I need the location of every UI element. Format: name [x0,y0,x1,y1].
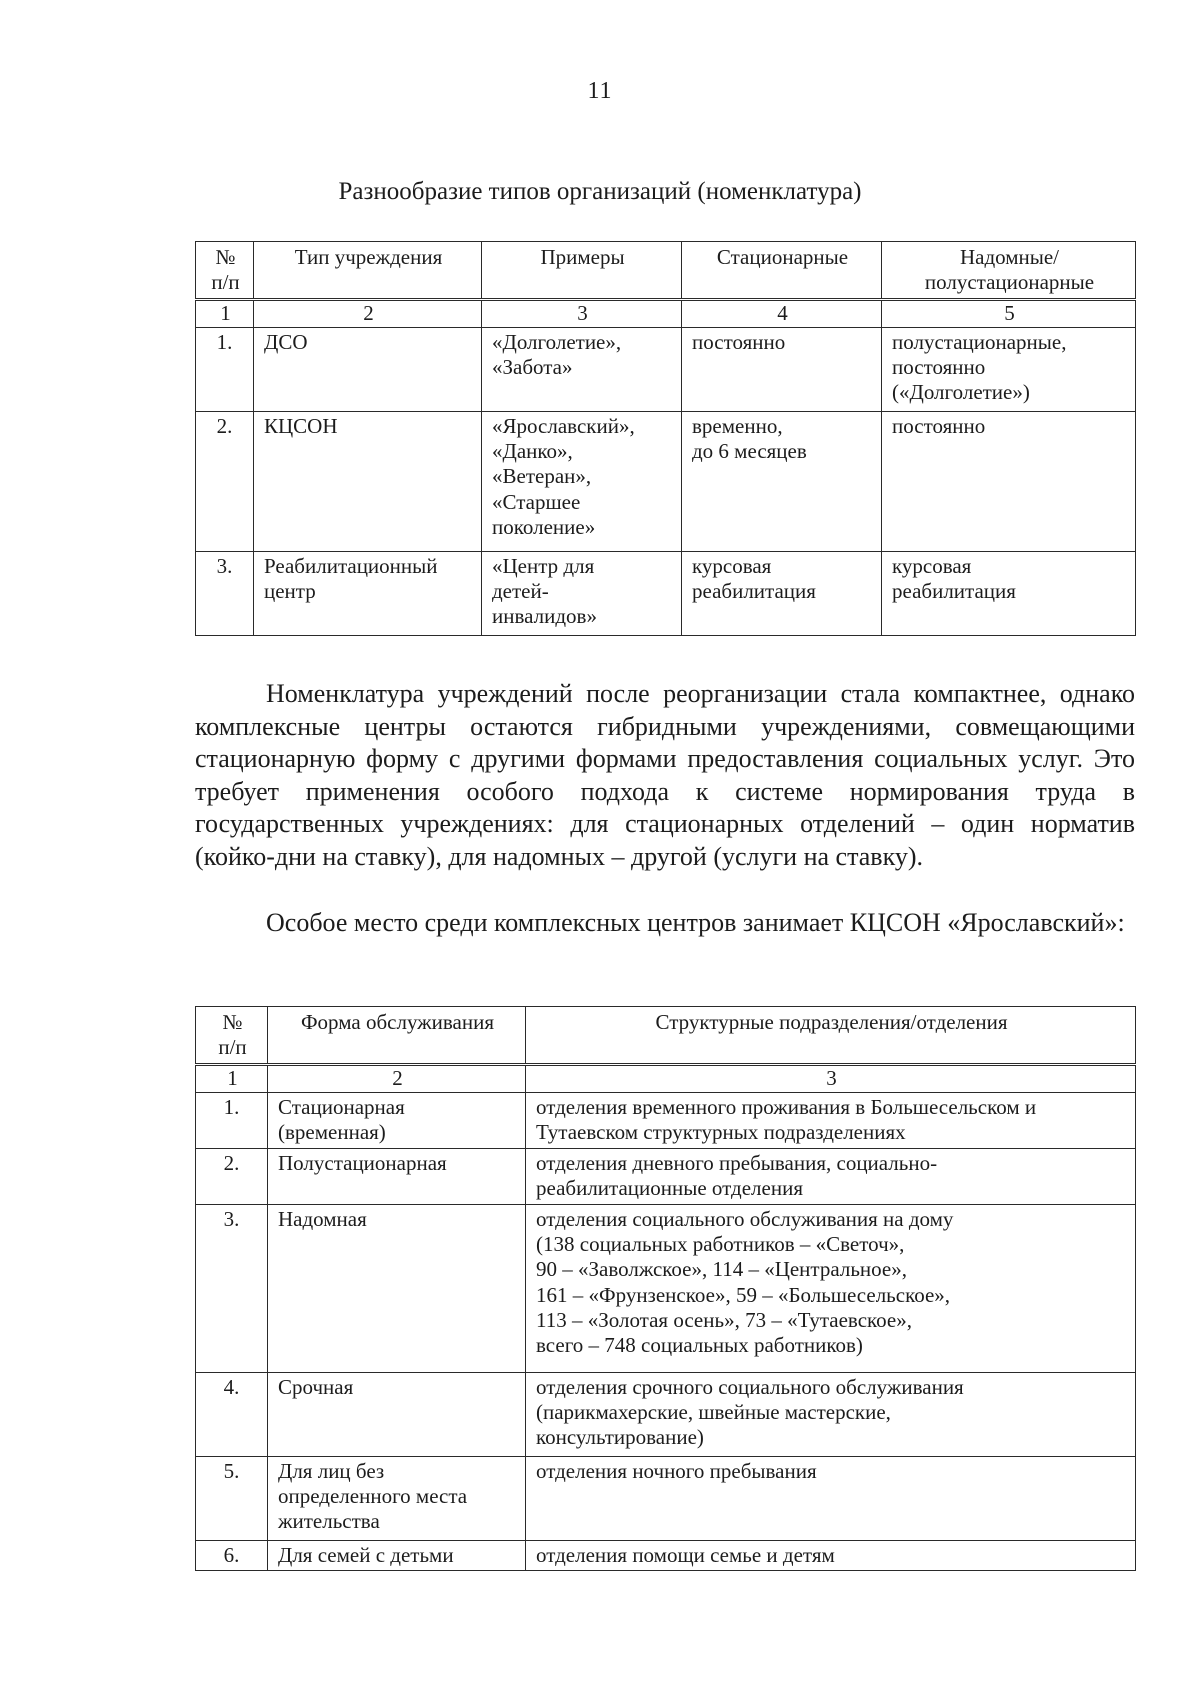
table-header-row [196,1007,1136,1065]
header-cell-stationary: Стационарные [682,242,882,300]
row-number: 6. [196,1541,268,1571]
row-number: 1. [196,1093,268,1149]
header-cell-type: Тип учреждения [254,242,482,300]
service-form: Стационарная (временная) [268,1093,526,1149]
column-number-row [196,1065,1136,1093]
table-row [196,552,1136,636]
service-forms-table [195,1006,1136,1571]
column-number: 1 [196,1065,268,1093]
header-cell-number: № п/п [196,242,254,300]
table-row [196,328,1136,412]
institution-examples: «Долголетие», «Забота» [482,328,682,412]
table-title: Разнообразие типов организаций (номенклатура) [338,178,862,205]
column-number: 4 [682,300,882,328]
structural-units: отделения срочного социального обслуживания (парикмахерские, швейные мастерские, консультирование) [526,1373,1136,1457]
organization-types-table [195,241,1136,636]
stationary-value: постоянно [682,328,882,412]
column-number: 3 [482,300,682,328]
row-number: 5. [196,1457,268,1541]
header-cell-home: Надомные/ полустационарные [882,242,1136,300]
stationary-value: курсовая реабилитация [682,552,882,636]
service-form: Надомная [268,1205,526,1373]
service-form: Для лиц без определенного места жительства [268,1457,526,1541]
home-value: постоянно [882,412,1136,552]
column-number: 2 [254,300,482,328]
column-number: 2 [268,1065,526,1093]
row-number: 2. [196,412,254,552]
service-form: Для семей с детьми [268,1541,526,1571]
table-row [196,412,1136,552]
body-paragraph: Номенклатура учреждений после реорганизации стала компактнее, однако комплексные центры остаются гибридными учреждениями, совмещающими стационарную форму с другими формами предоставления социальных услуг. Это требует применения особого подхода к системе нормирования труда в государственных учреждениях: для стационарных отделений – один норматив (койко-дни на ставку), для надомных – другой (услуги на ставку). [195,679,1135,871]
home-value: полустационарные, постоянно («Долголетие») [882,328,1136,412]
header-cell-number: № п/п [196,1007,268,1065]
column-number: 5 [882,300,1136,328]
institution-type: КЦСОН [254,412,482,552]
table-row [196,1457,1136,1541]
row-number: 3. [196,552,254,636]
page-number: 11 [587,78,613,104]
structural-units: отделения социального обслуживания на дому (138 социальных работников – «Светоч», 90 – «Заволжское», 114 – «Центральное», 161 – «Фрунзенское», 59 – «Большесельское», 113 – «Золотая осень», 73 – «Тутаевское», всего – 748 социальных работников) [526,1205,1136,1373]
column-number: 1 [196,300,254,328]
structural-units: отделения дневного пребывания, социально- реабилитационные отделения [526,1149,1136,1205]
institution-examples: «Ярославский», «Данко», «Ветеран», «Старшее поколение» [482,412,682,552]
header-cell-units: Структурные подразделения/отделения [526,1007,1136,1065]
row-number: 1. [196,328,254,412]
row-number: 3. [196,1205,268,1373]
table-row [196,1205,1136,1373]
service-form: Срочная [268,1373,526,1457]
table-row [196,1093,1136,1149]
table-header-row [196,242,1136,300]
body-paragraph: Особое место среди комплексных центров занимает КЦСОН «Ярославский»: [266,908,1125,937]
institution-type: Реабилитационный центр [254,552,482,636]
header-cell-examples: Примеры [482,242,682,300]
service-form: Полустационарная [268,1149,526,1205]
header-cell-form: Форма обслуживания [268,1007,526,1065]
structural-units: отделения временного проживания в Большесельском и Тутаевском структурных подразделениях [526,1093,1136,1149]
institution-examples: «Центр для детей- инвалидов» [482,552,682,636]
structural-units: отделения помощи семье и детям [526,1541,1136,1571]
row-number: 2. [196,1149,268,1205]
row-number: 4. [196,1373,268,1457]
table-row [196,1149,1136,1205]
institution-type: ДСО [254,328,482,412]
structural-units: отделения ночного пребывания [526,1457,1136,1541]
stationary-value: временно, до 6 месяцев [682,412,882,552]
table-row [196,1373,1136,1457]
column-number: 3 [526,1065,1136,1093]
column-number-row [196,300,1136,328]
table-row [196,1541,1136,1571]
home-value: курсовая реабилитация [882,552,1136,636]
